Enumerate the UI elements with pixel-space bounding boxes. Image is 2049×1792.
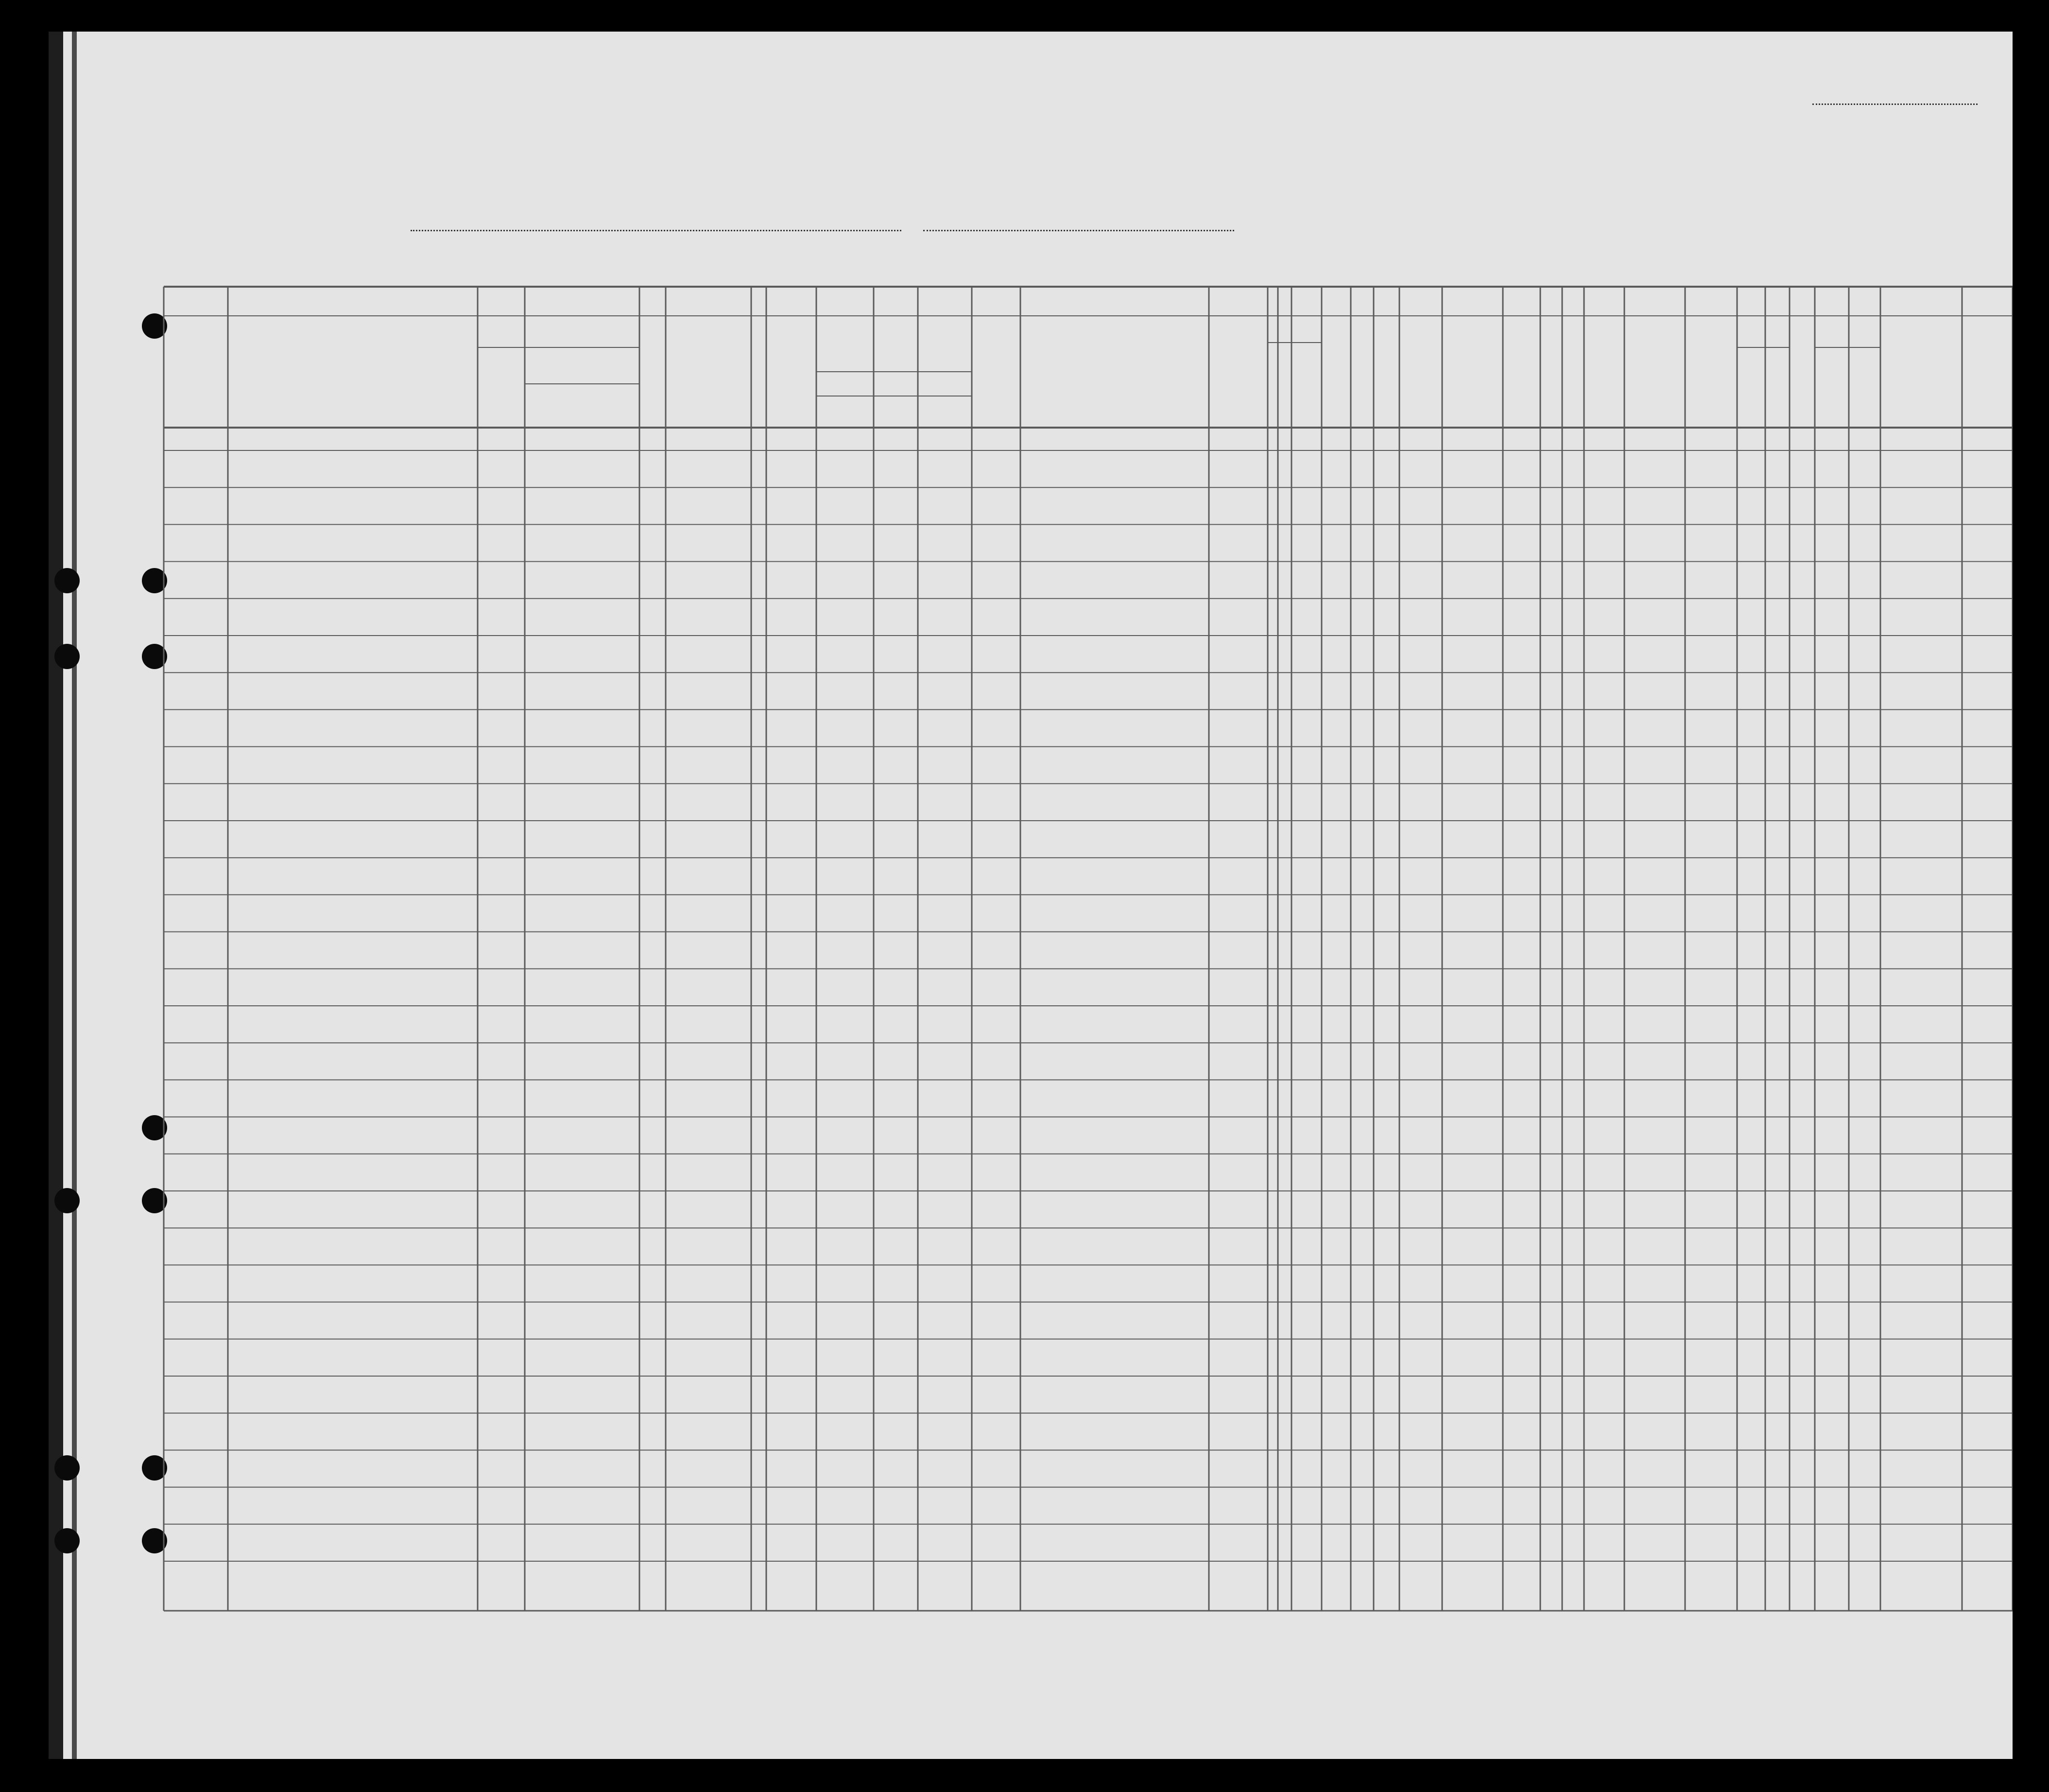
column-inches <box>1743 372 1762 420</box>
manifest-sheet <box>49 32 2013 1759</box>
column-polygamist <box>1353 321 1372 425</box>
column-deported <box>1542 321 1561 425</box>
manifest-grid <box>49 32 2013 1759</box>
column-labor-offer <box>1448 321 1497 425</box>
column-purpose-length <box>1232 345 1250 425</box>
column-excluded <box>1505 321 1539 425</box>
column-feet <box>1716 372 1736 420</box>
column-money <box>753 321 765 425</box>
column-purpose-citizen <box>1278 345 1307 425</box>
column-prison <box>1324 321 1349 425</box>
column-q28 <box>1404 321 1438 425</box>
column-ticket <box>641 321 664 425</box>
column-purpose-return <box>1211 345 1229 425</box>
column-anarchist <box>1376 321 1397 425</box>
